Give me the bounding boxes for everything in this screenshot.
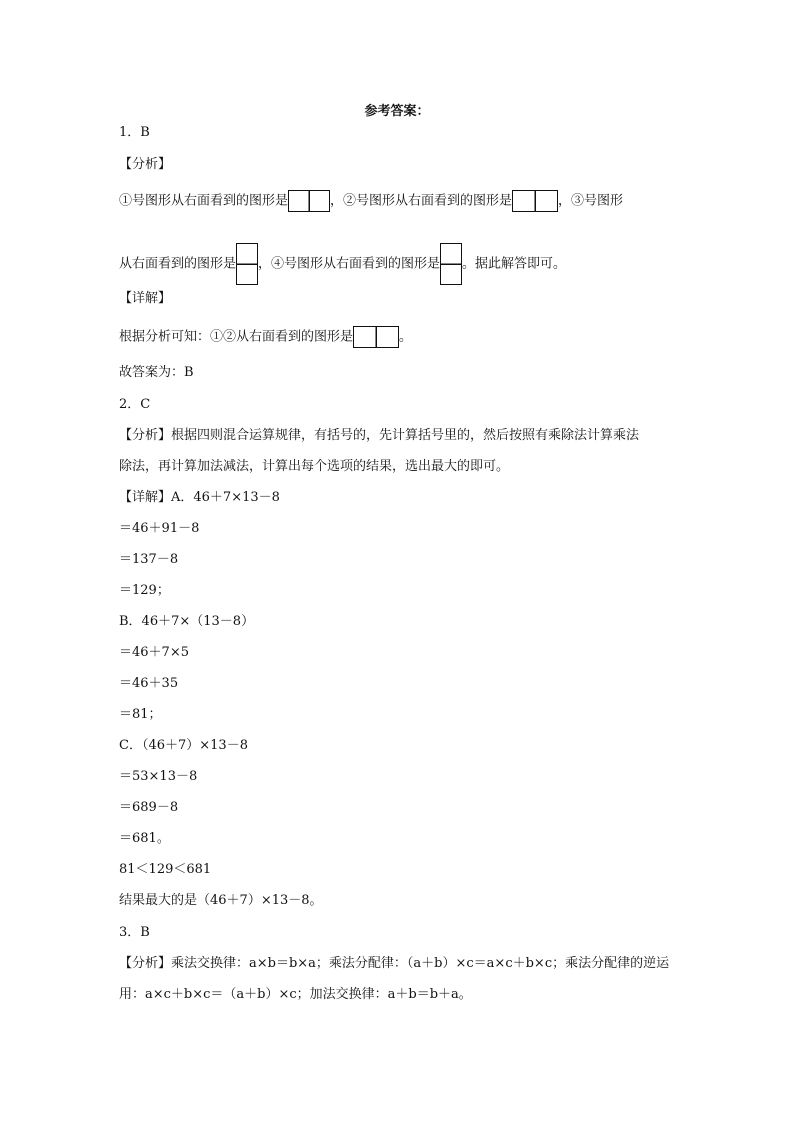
q1-detail-tag: 【详解】 — [119, 291, 172, 306]
q2-analysis-line-2: 除法，再计算加法减法，计算出每个选项的结果，选出最大的即可。 — [119, 459, 510, 474]
q1-analysis-line-1: ①号图形从右面看到的图形是 ，②号图形从右面看到的图形是 ，③号图形 — [119, 190, 623, 212]
q2-step: B．46＋7×（13－8） — [119, 614, 255, 629]
q2-step: 结果最大的是（46＋7）×13－8。 — [119, 893, 323, 908]
q1-detail: 根据分析可知：①②从右面看到的图形是 。 — [119, 326, 412, 348]
two-squares-horizontal-shape — [512, 190, 558, 212]
q1-conclusion: 故答案为：B — [119, 365, 194, 380]
q2-step: ＝137－8 — [119, 552, 179, 567]
page-title: 参考答案： — [364, 104, 430, 119]
q2-step: 81＜129＜681 — [119, 862, 212, 877]
q2-step: ＝53×13－8 — [119, 769, 198, 784]
q3-answer: 3．B — [119, 925, 150, 940]
q3-analysis-line-1: 【分析】乘法交换律：a×b＝b×a；乘法分配律：（a＋b）×c＝a×c＋b×c；乘法分配律的逆运 — [119, 956, 670, 971]
q1-analysis-line-2: 从右面看到的图形是 ，④号图形从右面看到的图形是 。据此解答即可。 — [119, 243, 566, 285]
q2-step: ＝689－8 — [119, 800, 179, 815]
q1-answer: 1．B — [119, 125, 150, 140]
q2-step: C．（46＋7）×13－8 — [119, 738, 248, 753]
q2-step: ＝46＋91－8 — [119, 521, 200, 536]
q2-step: 【详解】A．46＋7×13－8 — [119, 490, 280, 505]
q3-analysis-line-2: 用：a×c＋b×c＝（a＋b）×c；加法交换律：a＋b＝b＋a。 — [119, 987, 472, 1002]
two-squares-horizontal-shape — [288, 190, 330, 212]
two-squares-horizontal-shape — [353, 326, 399, 348]
q2-answer: 2．C — [119, 397, 151, 412]
q2-analysis-line-1: 【分析】根据四则混合运算规律，有括号的，先计算括号里的，然后按照有乘除法计算乘法 — [119, 428, 640, 443]
two-squares-vertical-shape — [236, 243, 258, 285]
q1-analysis-tag: 【分析】 — [119, 157, 172, 172]
two-squares-vertical-shape — [440, 243, 462, 285]
q2-step: ＝681。 — [119, 831, 170, 846]
q2-step: ＝129； — [119, 583, 170, 598]
q2-step: ＝46＋35 — [119, 676, 179, 691]
q2-step: ＝46＋7×5 — [119, 645, 189, 660]
q2-step: ＝81； — [119, 707, 162, 722]
